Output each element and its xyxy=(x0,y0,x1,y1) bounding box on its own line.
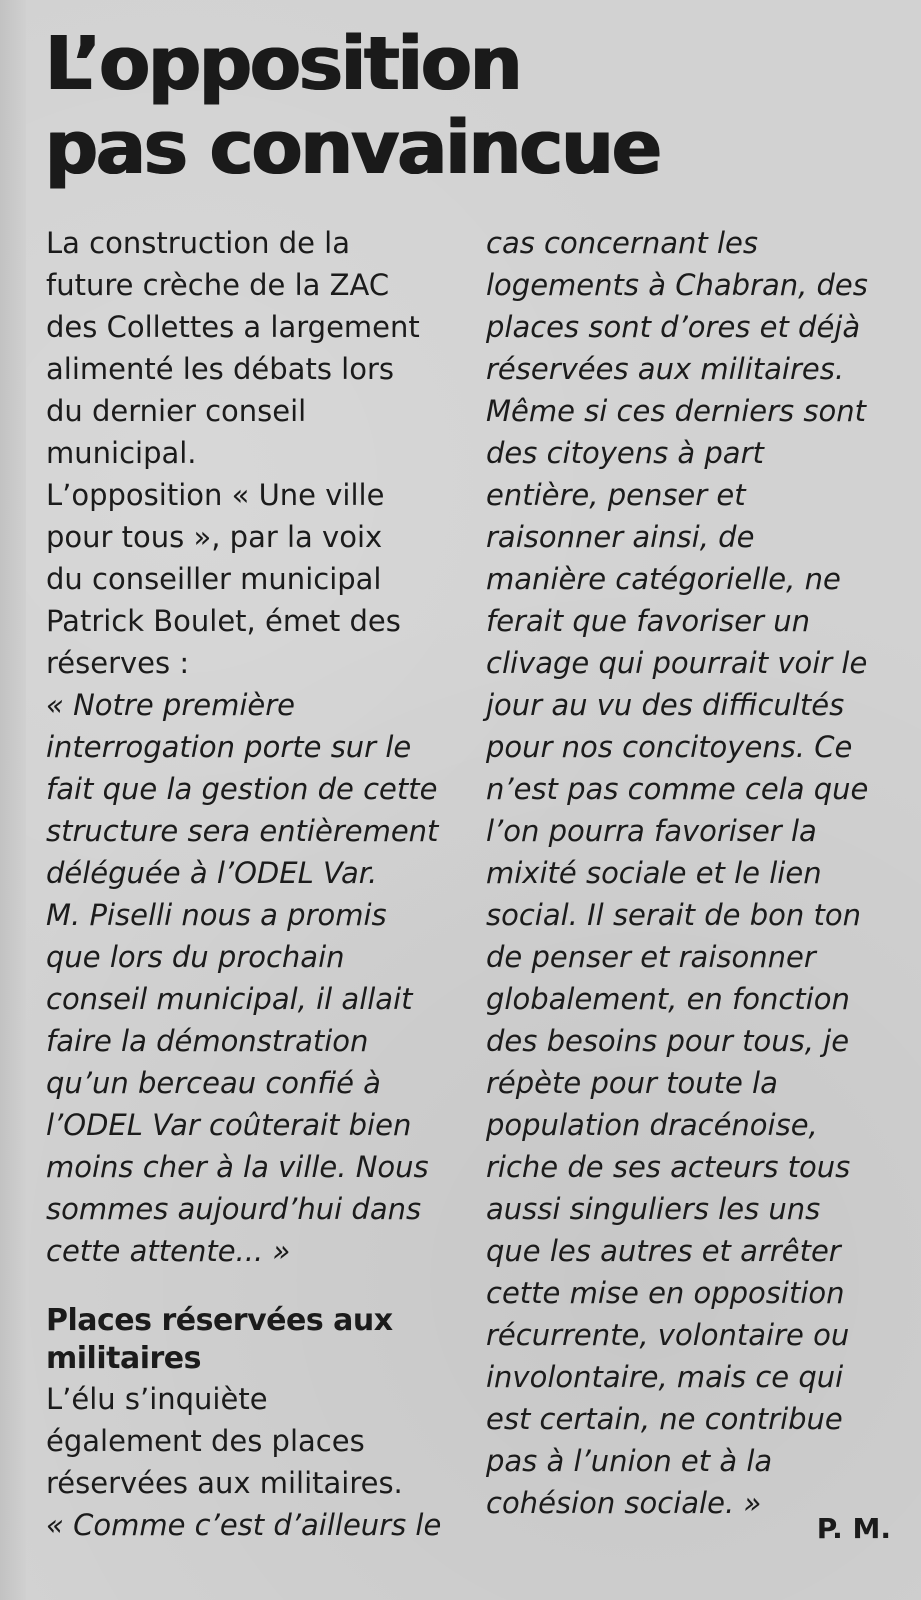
continued-quote xyxy=(486,222,896,1524)
text-line: pour tous », par la voix xyxy=(46,520,383,554)
text-line: « Notre première xyxy=(46,688,295,722)
text-line: l’on pourra favoriser la xyxy=(486,814,817,848)
text-line: places sont d’ores et déjà xyxy=(486,310,861,344)
headline-line: pas convaincue xyxy=(44,105,660,191)
text-line: population dracénoise, xyxy=(486,1108,818,1142)
text-line: également des places xyxy=(46,1424,365,1458)
subheading-line: Places réservées aux xyxy=(46,1303,393,1338)
text-line: clivage qui pourrait voir le xyxy=(486,646,868,680)
text-line: des Collettes a largement xyxy=(46,310,420,344)
intro-paragraph xyxy=(46,222,466,684)
text-line: manière catégorielle, ne xyxy=(486,562,841,596)
text-line: des citoyens à part xyxy=(486,436,764,470)
text-line: réservées aux militaires. xyxy=(486,352,845,386)
text-line: logements à Chabran, des xyxy=(486,268,868,302)
text-line: faire la démonstration xyxy=(46,1024,369,1058)
text-line: future crèche de la ZAC xyxy=(46,268,390,302)
left-column xyxy=(46,222,466,1546)
text-line: alimenté les débats lors xyxy=(46,352,394,386)
text-line: réserves : xyxy=(46,646,190,680)
article-headline xyxy=(44,22,659,190)
text-line: cohésion sociale. » xyxy=(486,1486,762,1520)
text-line: « Comme c’est d’ailleurs le xyxy=(46,1508,442,1542)
author-signature: P. M. xyxy=(816,1512,891,1545)
text-line: cas concernant les xyxy=(486,226,758,260)
text-line: conseil municipal, il allait xyxy=(46,982,413,1016)
text-line: ferait que favoriser un xyxy=(486,604,810,638)
text-line: mixité sociale et le lien xyxy=(486,856,822,890)
text-line: cette mise en opposition xyxy=(486,1276,845,1310)
text-line: du conseiller municipal xyxy=(46,562,382,596)
right-column xyxy=(486,222,896,1524)
text-line: récurrente, volontaire ou xyxy=(486,1318,850,1352)
subheading-line: militaires xyxy=(46,1341,201,1376)
text-line: Même si ces derniers sont xyxy=(486,394,866,428)
text-line: aussi singuliers les uns xyxy=(486,1192,821,1226)
text-line: qu’un berceau confié à xyxy=(46,1066,381,1100)
text-line: réservées aux militaires. xyxy=(46,1466,403,1500)
text-line: n’est pas comme cela que xyxy=(486,772,869,806)
text-line: pour nos concitoyens. Ce xyxy=(486,730,853,764)
text-line: sommes aujourd’hui dans xyxy=(46,1192,422,1226)
section-paragraph xyxy=(46,1378,466,1504)
text-line: globalement, en fonction xyxy=(486,982,850,1016)
text-line: L’élu s’inquiète xyxy=(46,1382,268,1416)
text-line: moins cher à la ville. Nous xyxy=(46,1150,429,1184)
text-line: fait que la gestion de cette xyxy=(46,772,438,806)
text-line: Patrick Boulet, émet des xyxy=(46,604,401,638)
text-line: raisonner ainsi, de xyxy=(486,520,755,554)
text-line: pas à l’union et à la xyxy=(486,1444,773,1478)
opposition-quote xyxy=(46,684,466,1272)
text-line: structure sera entièrement xyxy=(46,814,439,848)
text-line: social. Il serait de bon ton xyxy=(486,898,861,932)
text-line: L’opposition « Une ville xyxy=(46,478,385,512)
text-line: entière, penser et xyxy=(486,478,746,512)
text-line: l’ODEL Var coûterait bien xyxy=(46,1108,412,1142)
text-line: répète pour toute la xyxy=(486,1066,778,1100)
text-line: du dernier conseil xyxy=(46,394,307,428)
headline-line: L’opposition xyxy=(44,21,520,107)
page-edge-shadow xyxy=(0,0,26,1600)
text-line: interrogation porte sur le xyxy=(46,730,412,764)
text-line: municipal. xyxy=(46,436,197,470)
text-line: riche de ses acteurs tous xyxy=(486,1150,851,1184)
text-line: jour au vu des difficultés xyxy=(486,688,845,722)
text-line: cette attente... » xyxy=(46,1234,291,1268)
text-line: de penser et raisonner xyxy=(486,940,816,974)
text-line: est certain, ne contribue xyxy=(486,1402,843,1436)
section-spacer xyxy=(46,1272,466,1302)
section-subheading xyxy=(46,1302,466,1378)
text-line: des besoins pour tous, je xyxy=(486,1024,850,1058)
text-line: que les autres et arrêter xyxy=(486,1234,841,1268)
text-line: M. Piselli nous a promis xyxy=(46,898,387,932)
section-quote-start xyxy=(46,1504,466,1546)
text-line: involontaire, mais ce qui xyxy=(486,1360,844,1394)
text-line: que lors du prochain xyxy=(46,940,345,974)
text-line: déléguée à l’ODEL Var. xyxy=(46,856,378,890)
text-line: La construction de la xyxy=(46,226,351,260)
